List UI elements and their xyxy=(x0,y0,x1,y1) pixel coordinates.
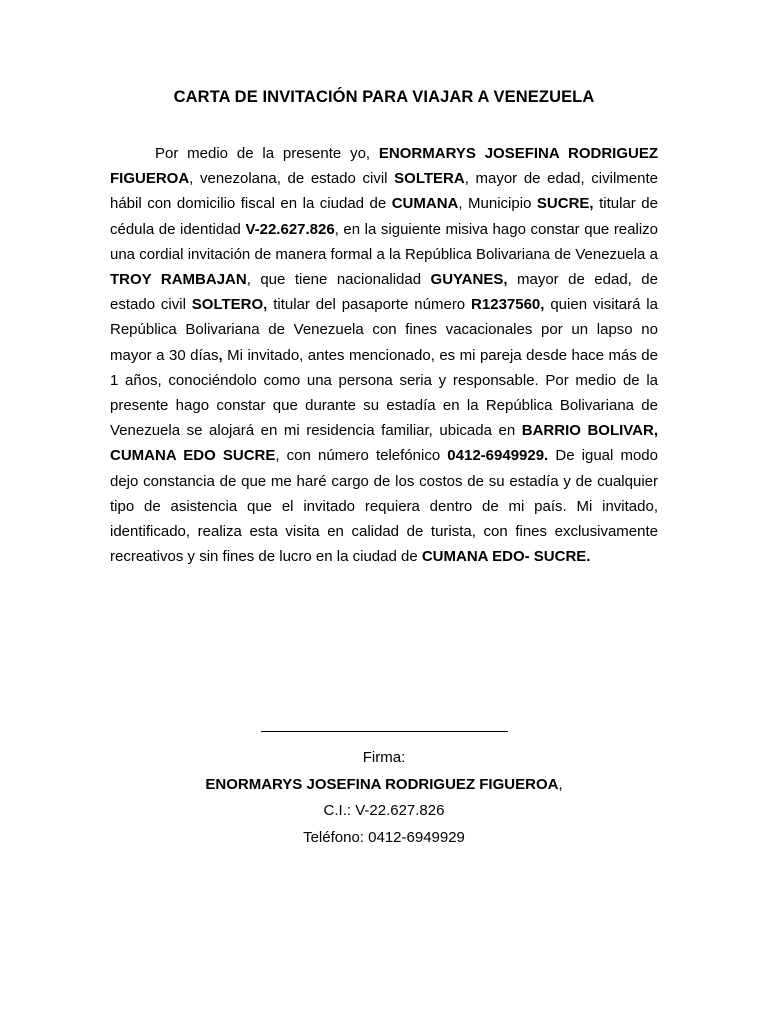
paragraph-run: quien visitará la República Bolivariana de Venezuela con fines vacacionales por un lapso no mayor a 30 días xyxy=(110,296,658,364)
paragraph-run: , que tiene nacionalidad xyxy=(246,271,431,289)
paragraph-run: , en la siguiente misiva hago constar que realizo una cordial invitación de manera formal a la República Bolivariana de Venezuela a xyxy=(110,220,659,263)
paragraph-run: , mayor de edad, civilmente hábil con domicilio fiscal en la ciudad de xyxy=(110,170,658,213)
paragraph-run-bold: TROY RAMBAJAN xyxy=(110,271,247,289)
signature-label: Firma: xyxy=(362,749,406,766)
paragraph-run: De igual modo dejo constancia de que me haré cargo de los costos de su estadía y de cualquier tipo de asistencia que el invitado requiera dentro de mi país. Mi invitado, identificado, realiza esta visita en calidad de turista, con fines exclusivamente recreativos y sin fines de lucro en la ciudad de xyxy=(110,447,658,566)
paragraph-run-bold: SOLTERA xyxy=(394,170,465,188)
paragraph-run: titular de cédula de identidad xyxy=(110,195,658,238)
paragraph-run-bold: , xyxy=(218,346,223,364)
paragraph-run-bold: R1237560, xyxy=(471,296,545,314)
paragraph-run: , Municipio xyxy=(458,195,537,213)
paragraph-run: , venezolana, de estado civil xyxy=(189,170,395,188)
signatory-name-row xyxy=(0,772,768,799)
signatory-phone: Teléfono: 0412-6949929 xyxy=(303,829,465,847)
paragraph-run-bold: CUMANA EDO- SUCRE. xyxy=(421,548,591,566)
paragraph-run-bold: ENORMARYS JOSEFINA RODRIGUEZ FIGUEROA xyxy=(110,145,658,188)
paragraph-run-bold: SUCRE, xyxy=(536,195,594,213)
signatory-name-suffix: , xyxy=(558,775,563,793)
paragraph-run-bold: CUMANA xyxy=(391,195,459,213)
letter-body-paragraph xyxy=(110,141,658,569)
signature-line xyxy=(261,731,508,732)
paragraph-run: mayor de edad, de estado civil xyxy=(110,271,658,314)
document-title: CARTA DE INVITACIÓN PARA VIAJAR A VENEZUELA xyxy=(173,88,595,106)
paragraph-run-bold: 0412-6949929. xyxy=(447,447,549,465)
signatory-id: C.I.: V-22.627.826 xyxy=(323,802,445,820)
signature-block xyxy=(0,745,768,852)
paragraph-run-bold: BARRIO BOLIVAR, CUMANA EDO SUCRE xyxy=(110,422,659,465)
paragraph-run-bold: SOLTERO, xyxy=(191,296,268,314)
paragraph-run-bold: GUYANES, xyxy=(430,271,508,289)
paragraph-run-bold: V-22.627.826 xyxy=(245,220,335,238)
paragraph-run: titular del pasaporte número xyxy=(267,296,472,314)
paragraph-run: Por medio de la presente yo, xyxy=(155,145,379,162)
signatory-name: ENORMARYS JOSEFINA RODRIGUEZ FIGUEROA xyxy=(205,775,559,793)
paragraph-run: , con número telefónico xyxy=(275,447,448,465)
paragraph-run: Mi invitado, antes mencionado, es mi pareja desde hace más de 1 años, conociéndolo como una persona seria y responsable. Por medio de la presente hago constar que durante su estadía en la República Bolivariana de Venezuela se alojará en mi residencia familiar, ubicada en xyxy=(110,346,658,440)
